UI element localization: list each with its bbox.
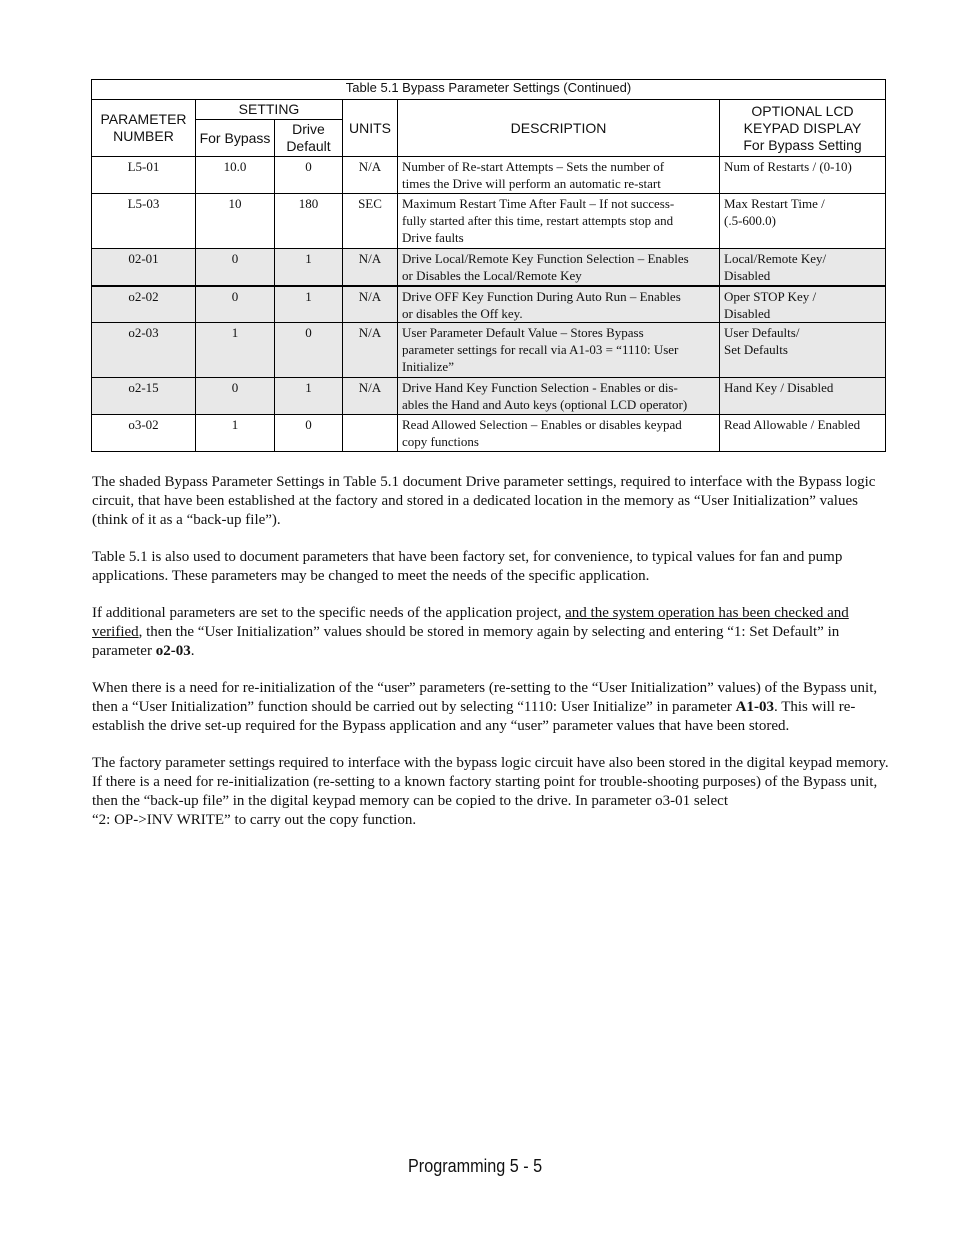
default-cell: 180	[275, 194, 343, 249]
for-bypass-cell: 0	[196, 378, 275, 415]
table-row	[92, 378, 886, 415]
paragraph-factory-set: Table 5.1 is also used to document parameters that have been factory set, for convenience, to typical values for fan and pump applications. These parameters may be changed to meet the needs of the specific application.	[92, 549, 843, 584]
lcd-cell: Oper STOP Key / Disabled	[720, 286, 886, 323]
description-cell: Drive Local/Remote Key Function Selection – Enables or Disables the Local/Remote Key	[398, 249, 720, 286]
paragraph-additional-parameters: If additional parameters are set to the specific needs of the application project, and the system operation has been checked and verified, then the “User Initialization” values should be stored in memory again by selecting and entering “1: Set Default” in parameter o2-03.	[92, 605, 849, 659]
param-cell: o2-15	[92, 378, 196, 415]
description-cell: Drive OFF Key Function During Auto Run – Enables or disables the Off key.	[398, 286, 720, 323]
param-cell: o3-02	[92, 415, 196, 452]
units-cell: SEC	[343, 194, 398, 249]
description-cell: User Parameter Default Value – Stores Bypass parameter settings for recall via A1-03 = “1110: User Initialize”	[398, 323, 720, 378]
description-cell: Drive Hand Key Function Selection - Enables or dis- ables the Hand and Auto keys (optional LCD operator)	[398, 378, 720, 415]
lcd-cell: Read Allowable / Enabled	[720, 415, 886, 452]
units-cell	[343, 415, 398, 452]
table-row	[92, 415, 886, 452]
page-footer: Programming 5 - 5	[408, 1156, 543, 1176]
bypass-parameter-table	[91, 79, 886, 452]
description-cell: Number of Re-start Attempts – Sets the number of times the Drive will perform an automatic re-start	[398, 157, 720, 194]
header-parameter-number: PARAMETER NUMBER	[92, 100, 196, 157]
description-cell: Maximum Restart Time After Fault – If not success- fully started after this time, restart attempts stop and Drive faults	[398, 194, 720, 249]
param-cell: L5-03	[92, 194, 196, 249]
parameter-table-container	[91, 79, 885, 452]
param-cell: o2-03	[92, 323, 196, 378]
for-bypass-cell: 10.0	[196, 157, 275, 194]
default-cell: 1	[275, 286, 343, 323]
lcd-cell: Num of Restarts / (0-10)	[720, 157, 886, 194]
paragraph-reinitialization: When there is a need for re-initialization of the “user” parameters (re-setting to the “User Initialization” values) of the Bypass unit, then a “User Initialization” function should be carried out by selecting “1110: User Initialize” in parameter A1-03. This will re-establish the drive set-up required for the Bypass application and any “user” parameter values that have been stored.	[92, 680, 878, 734]
header-for-bypass: For Bypass	[196, 120, 275, 157]
lcd-cell: Local/Remote Key/ Disabled	[720, 249, 886, 286]
header-drive-default: Drive Default	[275, 120, 343, 157]
header-description: DESCRIPTION	[398, 100, 720, 157]
bold-parameter: A1-03	[735, 699, 774, 715]
for-bypass-cell: 0	[196, 249, 275, 286]
units-cell: N/A	[343, 157, 398, 194]
default-cell: 0	[275, 415, 343, 452]
for-bypass-cell: 1	[196, 323, 275, 378]
default-cell: 0	[275, 157, 343, 194]
default-cell: 1	[275, 378, 343, 415]
units-cell: N/A	[343, 323, 398, 378]
for-bypass-cell: 10	[196, 194, 275, 249]
lcd-cell: User Defaults/ Set Defaults	[720, 323, 886, 378]
description-cell: Read Allowed Selection – Enables or disables keypad copy functions	[398, 415, 720, 452]
paragraph-keypad-memory: The factory parameter settings required to interface with the bypass logic circuit have also been stored in the digital keypad memory. If there is a need for re-initialization (re-setting to a known factory starting point for trouble-shooting purposes) of the Bypass unit, then the “back-up file” in the digital keypad memory can be copied to the drive. In parameter o3-01 select “2: OP->INV WRITE” to carry out the copy function.	[92, 755, 889, 828]
table-row	[92, 286, 886, 323]
table-row	[92, 194, 886, 249]
units-cell: N/A	[343, 286, 398, 323]
table-row	[92, 157, 886, 194]
paragraph-shaded-settings: The shaded Bypass Parameter Settings in Table 5.1 document Drive parameter settings, required to interface with the Bypass logic circuit, that have been established at the factory and stored in a dedicated location in the memory as “User Initialization” values (think of it as a “back-up file”).	[92, 474, 876, 528]
units-cell: N/A	[343, 249, 398, 286]
underlined-text: and the system operation has been checked and verified	[92, 605, 849, 640]
table-row	[92, 323, 886, 378]
table-row	[92, 249, 886, 286]
bold-parameter: o2-03	[155, 643, 191, 659]
lcd-cell: Max Restart Time / (.5-600.0)	[720, 194, 886, 249]
param-cell: o2-02	[92, 286, 196, 323]
default-cell: 0	[275, 323, 343, 378]
units-cell: N/A	[343, 378, 398, 415]
param-cell: 02-01	[92, 249, 196, 286]
header-units: UNITS	[343, 100, 398, 157]
default-cell: 1	[275, 249, 343, 286]
for-bypass-cell: 1	[196, 415, 275, 452]
for-bypass-cell: 0	[196, 286, 275, 323]
lcd-cell: Hand Key / Disabled	[720, 378, 886, 415]
param-cell: L5-01	[92, 157, 196, 194]
header-setting: SETTING	[196, 100, 343, 120]
table-caption: Table 5.1 Bypass Parameter Settings (Continued)	[92, 80, 886, 100]
header-lcd-display: OPTIONAL LCD KEYPAD DISPLAY For Bypass Setting	[720, 100, 886, 157]
